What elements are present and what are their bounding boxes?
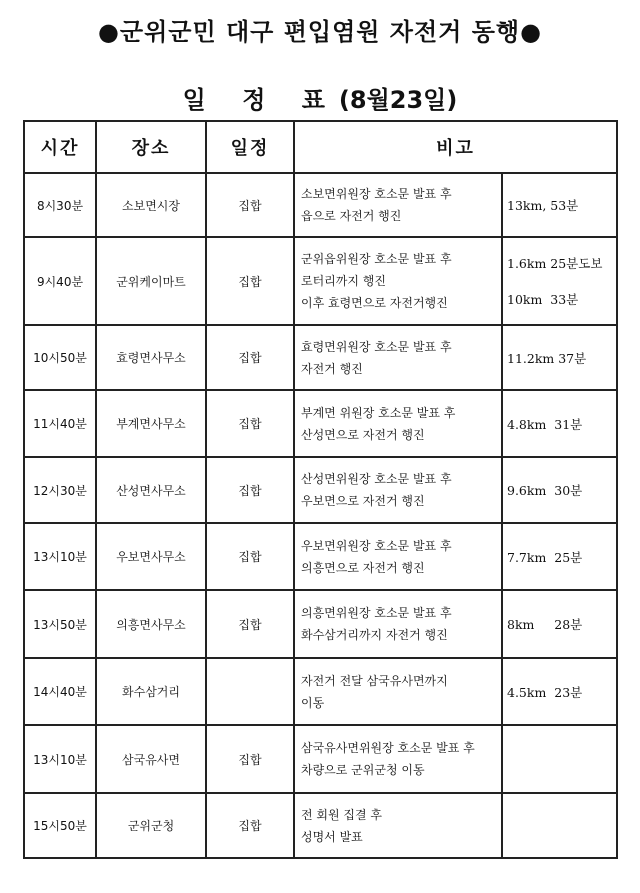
header-place: 장소 — [96, 121, 206, 173]
cell-place: 산성면사무소 — [96, 457, 206, 523]
distance-line: 11.2km 37분 — [507, 350, 587, 366]
cell-time: 13시50분 — [24, 590, 96, 658]
document-subtitle — [0, 80, 640, 115]
cell-distance — [502, 725, 617, 793]
note-line: 우보면위원장 호소문 발표 후 — [301, 538, 452, 553]
table-row — [24, 325, 617, 390]
distance-line: 4.8km 31분 — [507, 416, 583, 432]
header-note: 비고 — [294, 121, 617, 173]
distance-line: 13km, 53분 — [507, 198, 579, 213]
cell-place: 삼국유사면 — [96, 725, 206, 793]
distance-line: 1.6km 25분도보 — [507, 256, 603, 271]
cell-distance — [502, 590, 617, 658]
note-line: 의흥면위원장 호소문 발표 후 — [301, 606, 452, 620]
table-row — [24, 793, 617, 858]
note-line: 자전거 행진 — [301, 361, 363, 376]
note-line: 이후 효령면으로 자전거행진 — [301, 296, 448, 310]
table-row — [24, 658, 617, 725]
distance-line: 10km 33분 — [507, 292, 579, 307]
table-row — [24, 237, 617, 325]
note-line: 산성면위원장 호소문 발표 후 — [301, 472, 452, 486]
note-line: 로터리까지 행진 — [301, 274, 386, 288]
header-schedule: 일정 — [206, 121, 294, 173]
distance-line: 8km 28분 — [507, 617, 583, 632]
cell-time: 13시10분 — [24, 523, 96, 590]
cell-schedule: 집합 — [206, 793, 294, 858]
cell-distance — [502, 390, 617, 457]
note-line: 성명서 발표 — [301, 829, 363, 844]
cell-place: 군위케이마트 — [96, 237, 206, 325]
table-row — [24, 173, 617, 237]
cell-place: 부계면사무소 — [96, 390, 206, 457]
cell-time: 14시40분 — [24, 658, 96, 725]
cell-schedule: 집합 — [206, 457, 294, 523]
cell-time: 8시30분 — [24, 173, 96, 237]
note-line: 소보면위원장 호소문 발표 후 — [301, 187, 452, 201]
cell-schedule — [206, 658, 294, 725]
table-row — [24, 590, 617, 658]
cell-distance — [502, 325, 617, 390]
cell-note — [294, 725, 502, 793]
note-line: 삼국유사면위원장 호소문 발표 후 — [301, 741, 475, 755]
note-line: 부계면 위원장 호소문 발표 후 — [301, 405, 456, 420]
note-line: 읍으로 자전거 행진 — [301, 209, 402, 223]
cell-schedule: 집합 — [206, 173, 294, 237]
cell-schedule: 집합 — [206, 237, 294, 325]
cell-schedule: 집합 — [206, 325, 294, 390]
note-line: 효령면위원장 호소문 발표 후 — [301, 339, 452, 354]
cell-distance — [502, 658, 617, 725]
cell-distance — [502, 523, 617, 590]
schedule-table — [23, 120, 618, 859]
table-row — [24, 725, 617, 793]
table-row — [24, 390, 617, 457]
cell-distance — [502, 457, 617, 523]
note-line: 자전거 전달 삼국유사면까지 — [301, 673, 448, 688]
cell-note — [294, 658, 502, 725]
cell-distance — [502, 173, 617, 237]
note-line: 우보면으로 자전거 행진 — [301, 494, 425, 508]
cell-schedule: 집합 — [206, 523, 294, 590]
cell-note — [294, 457, 502, 523]
cell-note — [294, 523, 502, 590]
note-line: 군위읍위원장 호소문 발표 후 — [301, 252, 452, 266]
cell-place: 화수삼거리 — [96, 658, 206, 725]
note-line: 화수삼거리까지 자전거 행진 — [301, 628, 448, 642]
document-title: ●군위군민 대구 편입염원 자전거 동행● — [97, 18, 543, 46]
distance-line: 9.6km 30분 — [507, 483, 583, 498]
note-line: 의흥면으로 자전거 행진 — [301, 560, 425, 575]
cell-schedule: 집합 — [206, 390, 294, 457]
cell-note — [294, 173, 502, 237]
note-line: 이동 — [301, 695, 325, 710]
distance-line: 4.5km 23분 — [507, 684, 583, 700]
header-time: 시간 — [24, 121, 96, 173]
cell-time: 12시30분 — [24, 457, 96, 523]
cell-time: 11시40분 — [24, 390, 96, 457]
cell-note — [294, 237, 502, 325]
cell-place: 군위군청 — [96, 793, 206, 858]
distance-line: 7.7km 25분 — [507, 549, 583, 565]
cell-time: 15시50분 — [24, 793, 96, 858]
cell-place: 의흥면사무소 — [96, 590, 206, 658]
cell-note — [294, 325, 502, 390]
cell-distance — [502, 793, 617, 858]
cell-note — [294, 793, 502, 858]
note-line: 전 회원 집결 후 — [301, 807, 382, 822]
cell-place: 소보면시장 — [96, 173, 206, 237]
cell-note — [294, 390, 502, 457]
subtitle-main: 일 정 표 — [182, 86, 339, 114]
cell-place: 효령면사무소 — [96, 325, 206, 390]
cell-schedule: 집합 — [206, 590, 294, 658]
table-header-row — [24, 121, 617, 173]
cell-note — [294, 590, 502, 658]
cell-time: 10시50분 — [24, 325, 96, 390]
cell-time: 13시10분 — [24, 725, 96, 793]
subtitle-date: (8월23일) — [338, 86, 458, 114]
table-row — [24, 523, 617, 590]
cell-distance — [502, 237, 617, 325]
note-line: 차량으로 군위군청 이동 — [301, 763, 425, 777]
cell-schedule: 집합 — [206, 725, 294, 793]
cell-time: 9시40분 — [24, 237, 96, 325]
cell-place: 우보면사무소 — [96, 523, 206, 590]
table-row — [24, 457, 617, 523]
note-line: 산성면으로 자전거 행진 — [301, 427, 425, 442]
